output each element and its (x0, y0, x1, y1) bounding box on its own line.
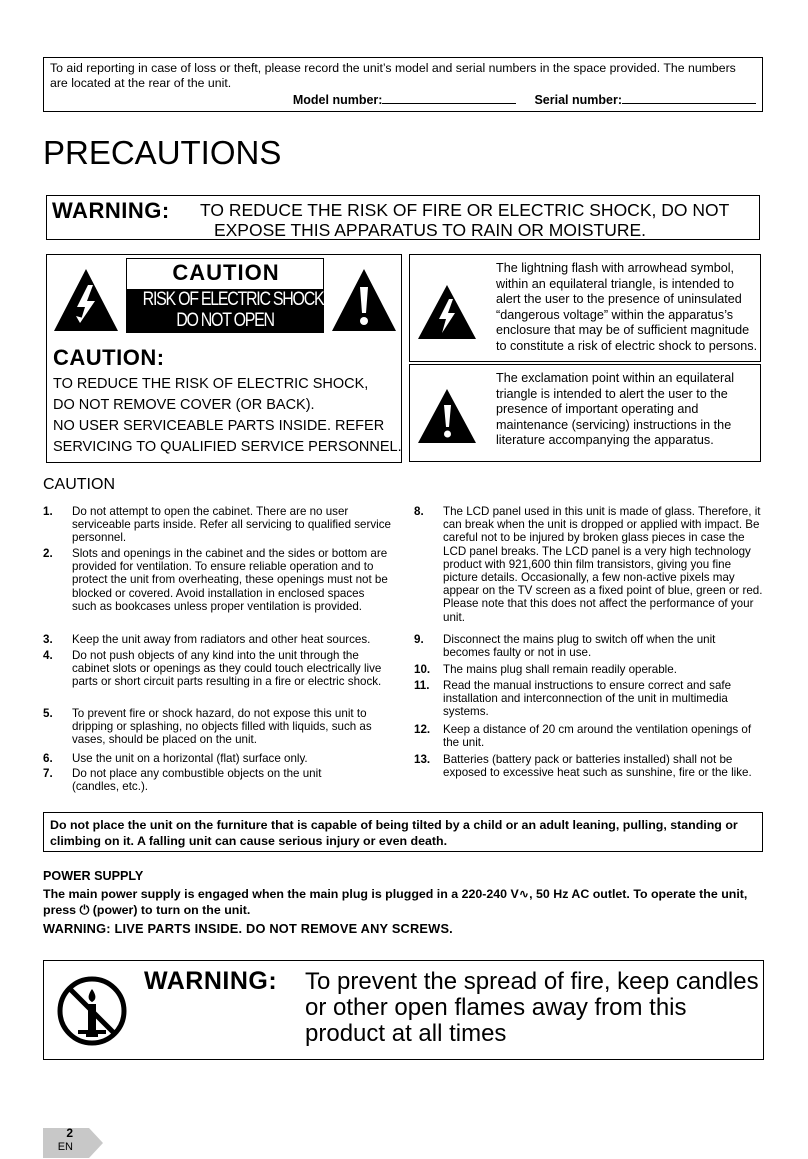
list-item-number: 13. (414, 753, 431, 766)
power-supply-title: POWER SUPPLY (43, 869, 144, 883)
lightning-symbol-text: The lightning flash with arrowhead symbol, within an equilateral triangle, is intended to alert the user to the presence of uninsulated “dangerous voltage” within the apparatus’s enclosure that may be of sufficient magnitude to constitute a risk of electric shock to persons. (496, 261, 758, 353)
list-item-number: 10. (414, 663, 431, 676)
lightning-triangle-icon (52, 267, 120, 333)
caution-line-4: SERVICING TO QUALIFIED SERVICE PERSONNEL. (53, 439, 402, 455)
record-info-box (43, 57, 763, 112)
list-item-text: Disconnect the mains plug to switch off when the unit becomes faulty or not in use. (443, 633, 716, 660)
list-item-text: Read the manual instructions to ensure correct and safe installation and interconnection of the unit in multimedia systems. (443, 679, 732, 719)
caution-heading: CAUTION: (53, 345, 165, 370)
exclamation-triangle-icon (330, 267, 398, 333)
page-language: EN (57, 1141, 73, 1153)
list-item-text: The mains plug shall remain readily operable. (443, 663, 677, 676)
risk-shock-line-1: RISK OF ELECTRIC SHOCK (142, 289, 324, 310)
list-item-text: Do not push objects of any kind into the unit through the cabinet slots or openings as they could touch electrically live parts or short circuit parts resulting in a fire or electric shock. (72, 649, 382, 689)
lightning-triangle-icon (416, 283, 478, 341)
list-item-text: Batteries (battery pack or batteries installed) shall not be exposed to excessive heat such as sunshine, fire or the like. (443, 753, 752, 780)
list-item-number: 2. (43, 547, 53, 560)
model-serial-fields (293, 92, 756, 107)
list-item-text: Do not place any combustible objects on the unit (candles, etc.). (72, 767, 322, 794)
exclamation-symbol-box (409, 364, 761, 462)
warning-line-1: TO REDUCE THE RISK OF FIRE OR ELECTRIC SHOCK, DO NOT (200, 200, 730, 220)
page-title: PRECAUTIONS (43, 134, 282, 171)
candle-warning-text: To prevent the spread of fire, keep candles or other open flames away from this product at all times (305, 968, 759, 1047)
record-instructions: To aid reporting in case of loss or theft, please record the unit’s model and serial numbers in the space provided. The numbers are located at the rear of the unit. (50, 61, 736, 90)
exclamation-symbol-text: The exclamation point within an equilateral triangle is intended to alert the user to the presence of important operating and maintenance (servicing) instructions in the literature accompanying the apparatus. (496, 371, 735, 448)
tip-over-warning-box (43, 812, 763, 852)
list-item-number: 12. (414, 723, 431, 736)
lightning-symbol-box (409, 254, 761, 362)
list-item-text: Do not attempt to open the cabinet. There are no user serviceable parts inside. Refer all servicing to qualified service personnel. (72, 505, 391, 545)
caution-line-3: NO USER SERVICEABLE PARTS INSIDE. REFER (53, 418, 385, 434)
caution-line-2: DO NOT REMOVE COVER (OR BACK). (53, 397, 315, 413)
list-item-number: 7. (43, 767, 53, 780)
list-item-text: The LCD panel used in this unit is made of glass. Therefore, it can break when the unit is dropped or applied with impact. Be careful not to be injured by broken glass pieces in case the LCD panel breaks. The LCD panel is a very high technology product with 921,600 thin film transistors, giving you fine picture details. Occasionally, a few non-active pixels may appear on the TV screen as a fixed point of blue, green or red. Please note that this does not affect the performance of your unit. (443, 505, 763, 624)
warning-line-2: EXPOSE THIS APPARATUS TO RAIN OR MOISTURE. (213, 220, 647, 240)
serial-number-blank (622, 92, 756, 104)
power-supply-text: The main power supply is engaged when the main plug is plugged in a 220-240 V∿, 50 Hz AC outlet. To operate the unit, press ⏻ (power) to turn on the unit. (43, 887, 748, 917)
serial-number-label: Serial number: (534, 93, 622, 107)
list-item-text: Slots and openings in the cabinet and the sides or bottom are provided for ventilation. To ensure reliable operation and to protect the unit from overheating, these openings must not be blocked or covered. Avoid installation in enclosed spaces such as bookcases unless proper ventilation is provided. (72, 547, 388, 613)
warning-word: WARNING: (52, 198, 170, 223)
risk-shock-line-2: DO NOT OPEN (176, 310, 274, 331)
list-item-number: 8. (414, 505, 424, 518)
list-item-number: 9. (414, 633, 424, 646)
candle-warning-box (43, 960, 764, 1060)
caution-label-box (46, 254, 402, 463)
caution-section-title: CAUTION (43, 476, 115, 493)
candle-warning-word: WARNING: (144, 967, 278, 995)
list-item-text: Keep a distance of 20 cm around the ventilation openings of the unit. (443, 723, 752, 750)
page-number: 2 (66, 1126, 73, 1140)
serial-number-field (534, 92, 756, 107)
live-parts-warning: WARNING: LIVE PARTS INSIDE. DO NOT REMOVE ANY SCREWS. (43, 921, 453, 936)
list-item-number: 1. (43, 505, 53, 518)
list-item-text: To prevent fire or shock hazard, do not expose this unit to dripping or splashing, no objects filled with liquids, such as vases, should be placed on the unit. (72, 707, 372, 747)
list-item-number: 11. (414, 679, 430, 692)
model-number-label: Model number: (292, 93, 383, 107)
model-number-field (293, 92, 517, 107)
tip-over-warning-text: Do not place the unit on the furniture that is capable of being tilted by a child or an adult leaning, pulling, standing or climbing on it. A falling unit can cause serious injury or even death. (50, 818, 738, 848)
list-item-number: 3. (43, 633, 53, 646)
list-item-text: Keep the unit away from radiators and other heat sources. (72, 633, 371, 646)
list-item-number: 6. (43, 752, 53, 765)
no-candle-icon (56, 975, 128, 1047)
model-number-blank (382, 92, 516, 104)
warning-banner (46, 195, 760, 240)
caution-line-1: TO REDUCE THE RISK OF ELECTRIC SHOCK, (53, 376, 369, 392)
caution-header (126, 258, 324, 333)
caution-label-text: CAUTION (172, 260, 280, 285)
list-item-number: 4. (43, 649, 53, 662)
list-item-number: 5. (43, 707, 53, 720)
exclamation-triangle-icon (416, 387, 478, 445)
list-item-text: Use the unit on a horizontal (flat) surface only. (72, 752, 308, 765)
risk-shock-panel (127, 289, 323, 333)
